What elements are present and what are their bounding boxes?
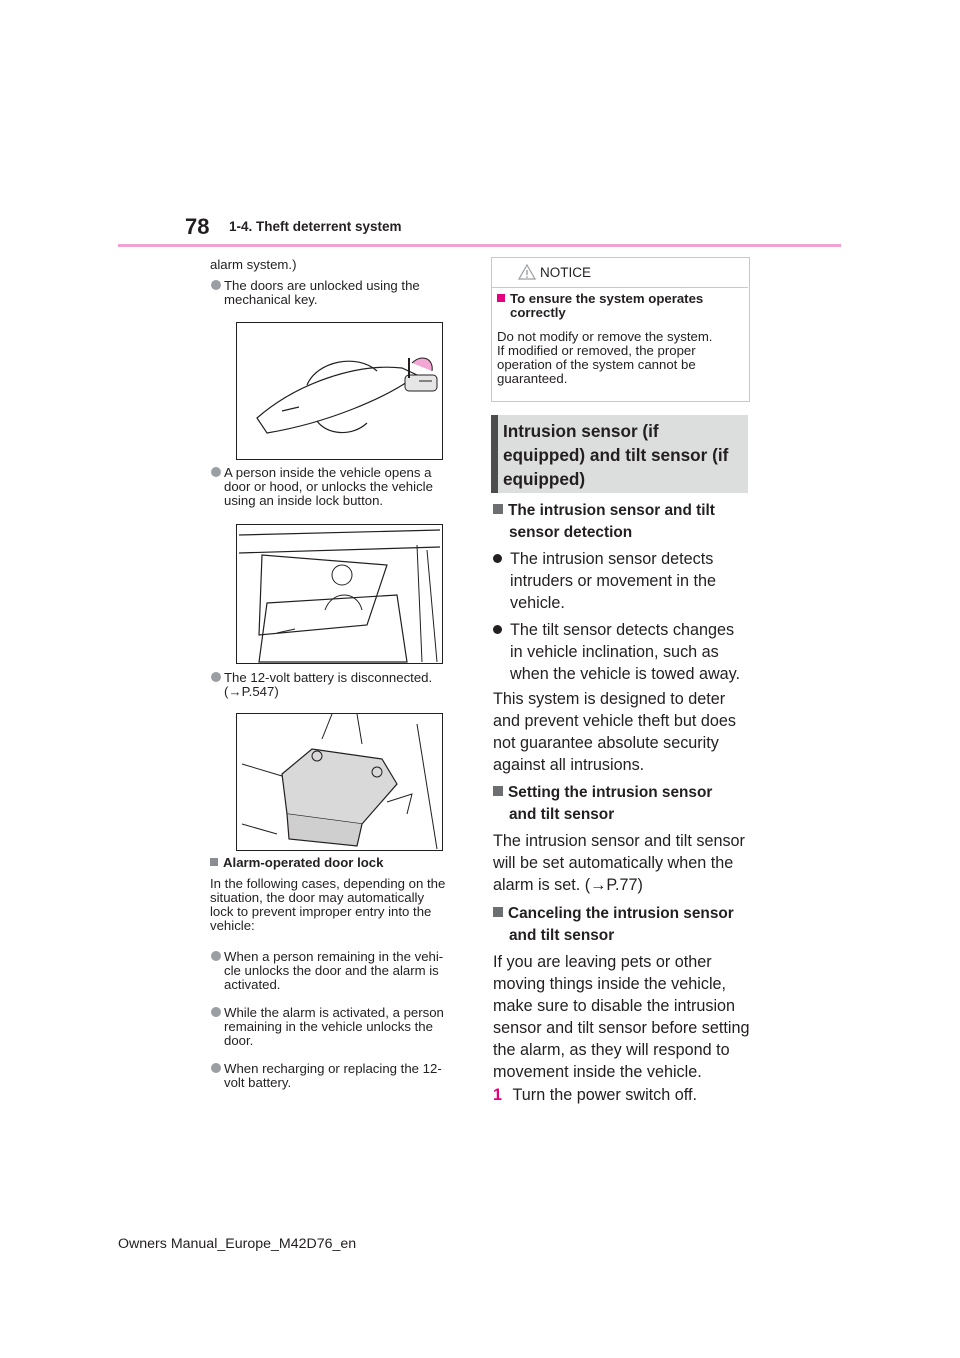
step-1 xyxy=(493,1084,753,1106)
bullet-dot xyxy=(211,672,221,682)
setting-sensor-paragraph: The intrusion sensor and tilt sensor will be set automatically when the alarm is set. (→P.77) xyxy=(493,832,745,894)
footer-text: Owners Manual_Europe_M42D76_en xyxy=(118,1236,357,1252)
bullet-tilt-sensor: The tilt sensor detects changes in vehicle inclination, such as when the vehicle is towed away. xyxy=(510,619,755,685)
header-rule xyxy=(118,244,841,247)
notice-text: Do not modify or remove the system. If modified or removed, the proper operation of the system cannot be guaranteed. xyxy=(497,329,713,386)
bullet-dot xyxy=(211,467,221,477)
figure-mechanical-key-door-handle xyxy=(236,322,443,460)
canceling-sensor-paragraph: If you are leaving pets or other moving things inside the vehicle, make sure to disable the intrusion sensor and tilt sensor before setting the alarm, as they will respond to movement inside the vehicle. xyxy=(493,953,750,1081)
bullet-dot xyxy=(493,625,502,634)
bullet-dot xyxy=(493,554,502,563)
square-bullet-icon xyxy=(493,504,503,514)
bullet-dot xyxy=(211,280,221,290)
bullet-alarm-activated: While the alarm is activated, a person remaining in the vehicle unlocks the door. xyxy=(224,1006,466,1048)
section-heading-bar xyxy=(491,415,498,493)
bullet-dot xyxy=(211,951,221,961)
bullet-doors-unlocked: The doors are unlocked using the mechanical key. xyxy=(224,279,464,307)
step-text: Turn the power switch off. xyxy=(512,1086,697,1104)
square-bullet-icon xyxy=(493,907,503,917)
bullet-dot xyxy=(211,1063,221,1073)
step-number: 1 xyxy=(493,1086,503,1104)
warning-triangle-icon xyxy=(518,264,536,285)
figure-person-opening-door xyxy=(236,524,443,664)
bullet-person-remaining-unlocks: When a person remaining in the vehi- cle unlocks the door and the alarm is activated. xyxy=(224,950,466,992)
bullet-dot xyxy=(211,1007,221,1017)
figure-12v-battery xyxy=(236,713,443,851)
subhead-canceling-sensor: Canceling the intrusion sensor and tilt sensor xyxy=(493,903,755,947)
alarm-door-lock-text: In the following cases, depending on the situation, the door may automatically lock to prevent improper entry into the vehicle: xyxy=(210,876,446,933)
subhead-sensor-detection: The intrusion sensor and tilt sensor detection xyxy=(493,500,753,544)
bullet-recharging-battery: When recharging or replacing the 12- volt battery. xyxy=(224,1062,466,1090)
square-bullet-icon xyxy=(210,858,218,866)
bullet-intrusion-sensor: The intrusion sensor detects intruders or movement in the vehicle. xyxy=(510,548,750,614)
section-title: 1-4. Theft deterrent system xyxy=(229,219,402,234)
notice-title: NOTICE xyxy=(540,265,592,280)
intro-text: alarm system.) xyxy=(210,257,297,272)
bullet-person-inside: A person inside the vehicle opens a door or hood, or unlocks the vehicle using an inside lock button. xyxy=(224,466,464,508)
square-bullet-icon xyxy=(493,786,503,796)
subhead-setting-sensor: Setting the intrusion sensor and tilt sensor xyxy=(493,782,753,826)
square-bullet-icon xyxy=(497,294,505,302)
system-deterrent-paragraph: This system is designed to deter and prevent vehicle theft but does not guarantee absolute security against all intrusions. xyxy=(493,690,736,774)
subhead-alarm-door-lock: Alarm-operated door lock xyxy=(210,856,383,870)
section-heading: Intrusion sensor (if equipped) and tilt sensor (if equipped) xyxy=(503,421,729,489)
page-number: 78 xyxy=(185,214,210,239)
bullet-battery-disconnected: The 12-volt battery is disconnected. (→P.547) xyxy=(224,671,464,699)
notice-heading: To ensure the system operates correctly xyxy=(497,292,737,320)
